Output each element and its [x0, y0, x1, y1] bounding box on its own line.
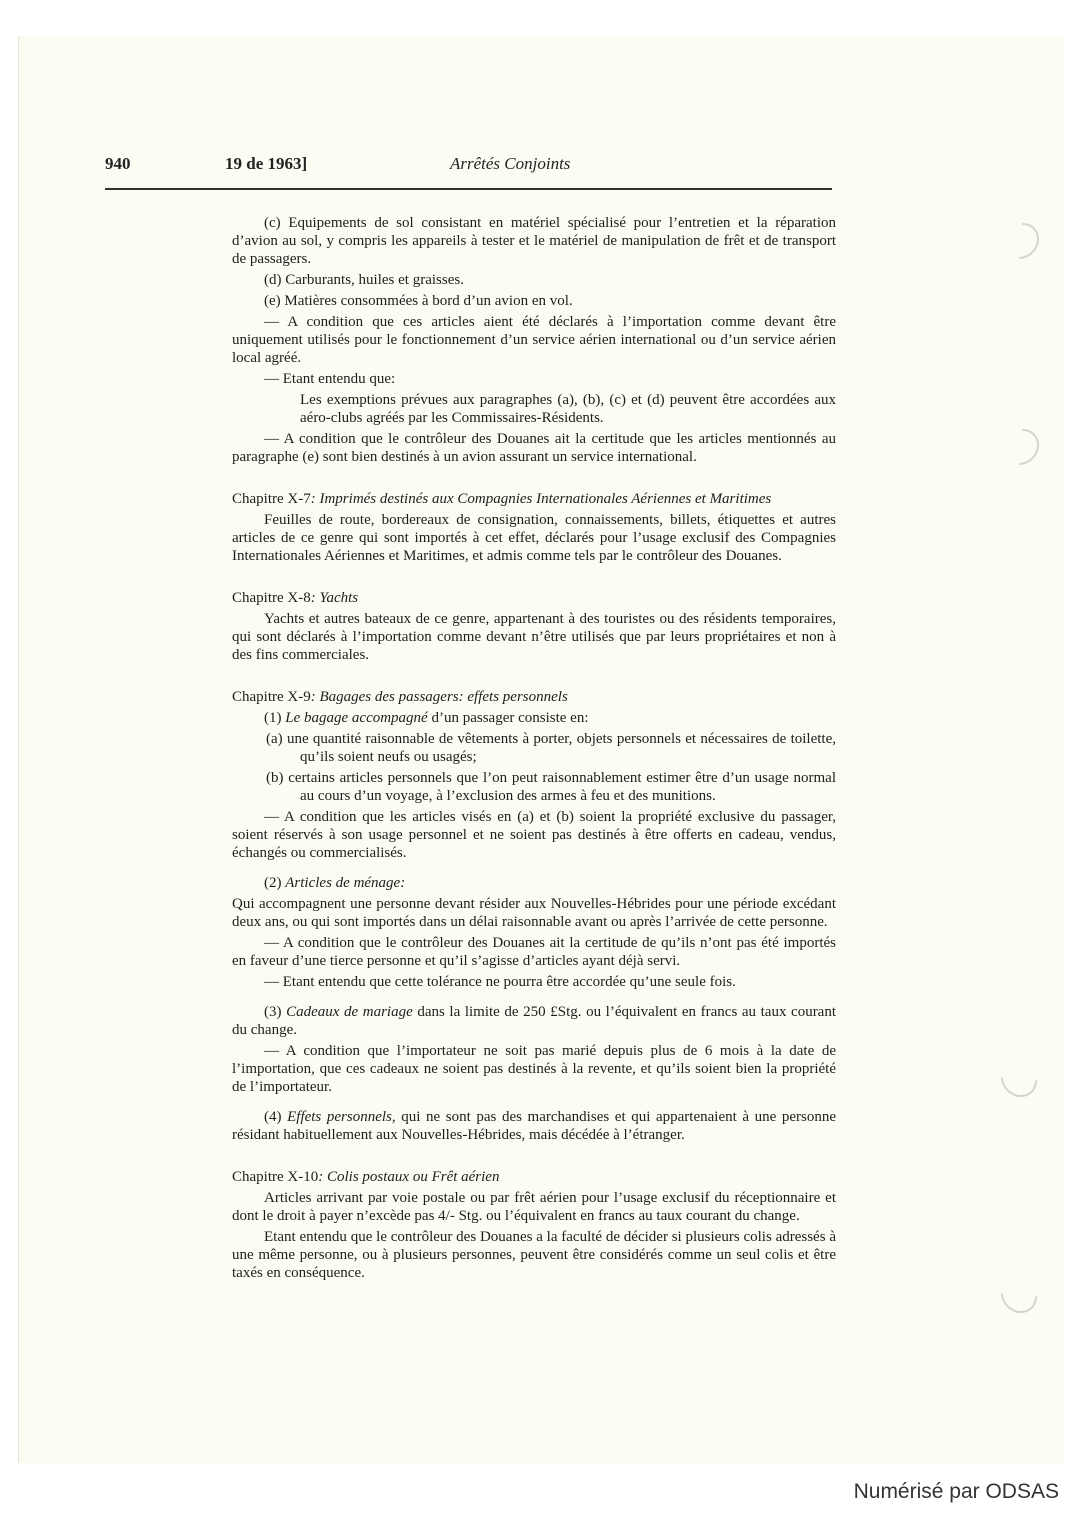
x9-item-1: [232, 709, 836, 727]
page-header: [105, 154, 832, 178]
exemption-paragraph: Les exemptions prévues aux paragraphes (a), (b), (c) et (d) peuvent être accordées aux aéro-clubs agréés par les Commissaires-Résidents.: [300, 392, 836, 426]
item-number: (1): [264, 710, 282, 726]
item-term: Articles de ménage:: [285, 875, 406, 891]
chapter-x10-proviso: Etant entendu que le contrôleur des Douanes a la faculté de décider si plusieurs colis adressés à une même personne, ou à plusieurs personnes, peuvent être considérés comme un seul colis et être taxés en conséquence.: [232, 1229, 836, 1281]
chapter-heading-x8: Chapitre X-8: Yachts: [232, 590, 359, 606]
item-term: Effets personnels,: [287, 1109, 396, 1125]
chapter-x7-text: Feuilles de route, bordereaux de consignation, connaissements, billets, étiquettes et autres articles de ce genre qui sont importés à cet effet, déclarés pour l’usage exclusif des Compagnies Internationales Aériennes et Maritimes, et admis comme tels par le contrôleur des Douanes.: [232, 512, 836, 564]
condition-paragraph: — A condition que ces articles aient été déclarés à l’importation comme devant être uniquement utilisés pour le fonctionnement d’un service aérien international ou d’un service aérien local agréé.: [232, 314, 836, 366]
proviso-line: — Etant entendu que:: [264, 371, 396, 387]
chapter-title: Yachts: [319, 590, 359, 606]
paragraph-c: (c) Equipements de sol consistant en matériel spécialisé pour l’entretien et la réparation d’avion au sol, y compris les appareils à tester et le matériel de manipulation de frêt et de transport de passagers.: [232, 215, 836, 267]
item-text: d’un passager consiste en:: [431, 710, 589, 726]
chapter-heading-x7: Chapitre X-7: Imprimés destinés aux Compagnies Internationales Aériennes et Maritimes: [232, 491, 772, 507]
condition-paragraph: — A condition que l’importateur ne soit pas marié depuis plus de 6 mois à la date de l’importation, que ces cadeaux ne soient pas destinés à la revente, et qu’ils soient bien la propriété de l’importateur.: [232, 1043, 836, 1095]
chapter-label: Chapitre X-8: [232, 590, 311, 606]
item-text: qui ne sont pas des marchandises et qui appartenaient à une personne résidant habituellement aux Nouvelles-Hébrides, mais décédée à l’étranger.: [232, 1109, 837, 1143]
item-term: Cadeaux de mariage: [286, 1004, 413, 1020]
chapter-x8-text: Yachts et autres bateaux de ce genre, appartenant à des touristes ou des résidents temporaires, qui sont déclarés à l’importation comme devant n’être utilisés que par leurs propriétaires et non à des fins commerciales.: [232, 611, 836, 663]
chapter-heading-x9: Chapitre X-9: Bagages des passagers: effets personnels: [232, 689, 568, 705]
chapter-heading-x10: Chapitre X-10: Colis postaux ou Frêt aérien: [232, 1169, 500, 1185]
x9-item-2: [232, 874, 836, 892]
running-title: Arrêtés Conjoints: [450, 154, 571, 173]
page-number: 940: [105, 154, 131, 173]
punch-hole: [996, 216, 1047, 267]
x9-item-a: (a) une quantité raisonnable de vêtements à porter, objets personnels et nécessaires de toilette, qu’ils soient neufs ou usagés;: [266, 731, 836, 765]
chapter-label: Chapitre X-10: [232, 1169, 319, 1185]
x9-item-3: [232, 1003, 836, 1039]
page-body: [232, 214, 836, 1282]
condition-paragraph: — A condition que les articles visés en (a) et (b) soient la propriété exclusive du passager, soient réservés à son usage personnel et ne soient pas destinés à être offerts en cadeau, vendus, échangés ou commercialisés.: [232, 809, 836, 861]
chapter-title: Colis postaux ou Frêt aérien: [326, 1169, 500, 1185]
item-number: (2): [264, 875, 282, 891]
item-text: dans la limite de 250 £Stg. ou l’équivalent en francs au taux courant du change.: [232, 1004, 837, 1038]
chapter-title: Bagages des passagers: effets personnels: [319, 689, 568, 705]
item-term: Le bagage accompagné: [285, 710, 428, 726]
proviso-paragraph: — Etant entendu que cette tolérance ne pourra être accordée qu’une seule fois.: [264, 974, 736, 990]
x9-item-2-text: Qui accompagnent une personne devant résider aux Nouvelles-Hébrides pour une période excédant deux ans, ou qui sont importés dans un délai raisonnable avant ou après l’arrivée de cette personne.: [232, 896, 836, 930]
chapter-title: Imprimés destinés aux Compagnies Internationales Aériennes et Maritimes: [319, 491, 772, 507]
chapter-x10-text: Articles arrivant par voie postale ou par frêt aérien pour l’usage exclusif du réceptionnaire et dont le droit à payer n’excède pas 4/- Stg. ou l’équivalent en francs au taux courant du change.: [232, 1190, 836, 1224]
x9-item-4: [232, 1108, 836, 1144]
item-number: (4): [264, 1109, 282, 1125]
punch-hole: [996, 422, 1047, 473]
chapter-label: Chapitre X-7: [232, 491, 311, 507]
punch-hole: [994, 1054, 1045, 1105]
item-number: (3): [264, 1004, 282, 1020]
paragraph-e: (e) Matières consommées à bord d’un avion en vol.: [264, 293, 573, 309]
punch-hole: [994, 1270, 1045, 1321]
chapter-label: Chapitre X-9: [232, 689, 311, 705]
condition-paragraph: — A condition que le contrôleur des Douanes ait la certitude de qu’ils n’ont pas été importés en faveur d’une tierce personne et qu’il s’agisse d’articles ayant déjà servi.: [232, 935, 836, 969]
header-rule: [105, 188, 832, 190]
x9-item-b: (b) certains articles personnels que l’on peut raisonnablement estimer être d’un usage normal au cours d’un voyage, à l’exclusion des armes à feu et des munitions.: [266, 770, 836, 804]
condition-paragraph: — A condition que le contrôleur des Douanes ait la certitude que les articles mentionnés au paragraphe (e) sont bien destinés à un avion assurant un service international.: [232, 431, 836, 465]
paragraph-d: (d) Carburants, huiles et graisses.: [264, 272, 464, 288]
digitization-credit: Numérisé par ODSAS: [853, 1480, 1059, 1503]
issue-reference: 19 de 1963]: [225, 154, 308, 173]
